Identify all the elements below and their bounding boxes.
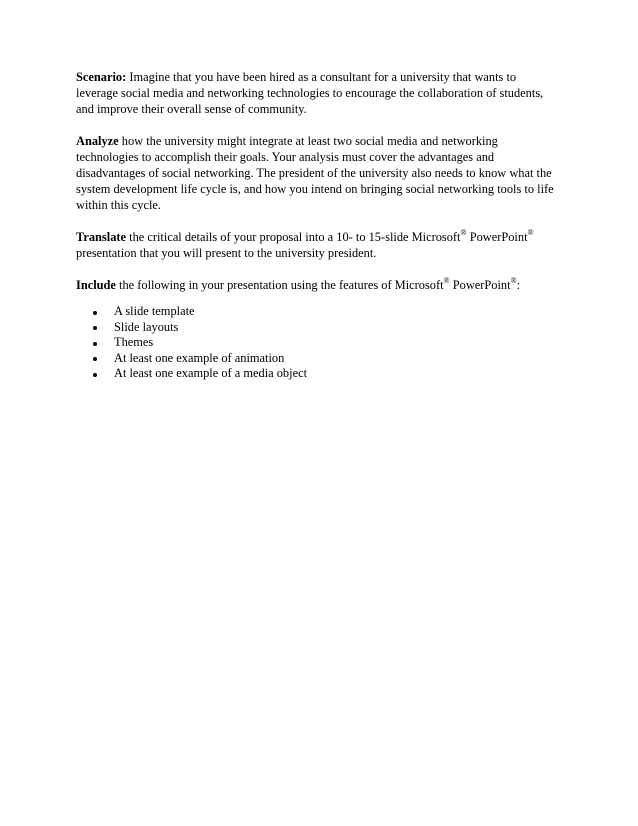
include-product-name: PowerPoint — [452, 278, 511, 292]
list-item-text: At least one example of animation — [114, 350, 285, 365]
registered-mark: ® — [443, 275, 450, 285]
registered-mark: ® — [527, 227, 534, 237]
analyze-text-line: within this cycle. — [76, 198, 161, 212]
list-item — [76, 366, 562, 382]
bullet-icon — [93, 357, 97, 361]
bullet-icon — [93, 342, 97, 346]
list-item-text: Themes — [114, 335, 154, 349]
include-paragraph — [76, 277, 562, 293]
scenario-heading: Scenario: — [76, 70, 127, 84]
document-body — [76, 69, 562, 382]
analyze-paragraph — [76, 133, 562, 213]
analyze-text-line: disadvantages of social networking. The president of the university also needs to know what the — [76, 166, 552, 180]
analyze-heading: Analyze — [76, 134, 119, 148]
registered-mark: ® — [460, 227, 467, 237]
translate-heading: Translate — [76, 230, 127, 244]
list-item — [76, 335, 562, 351]
analyze-text-line: system development life cycle is, and how you intend on bringing social networking tools to life — [76, 182, 554, 196]
scenario-text-line: leverage social media and networking technologies to encourage the collaboration of students, — [76, 86, 544, 100]
registered-mark: ® — [510, 275, 517, 285]
translate-text-line: the critical details of your proposal into a 10- to 15-slide Microsoft — [129, 230, 461, 244]
list-item-text: A slide template — [114, 304, 195, 318]
list-item-text: Slide layouts — [114, 319, 179, 334]
bullet-icon — [93, 326, 97, 330]
list-item — [76, 320, 562, 336]
include-text: the following in your presentation using the features of Microsoft — [119, 278, 444, 292]
scenario-text-line: and improve their overall sense of community. — [76, 102, 307, 116]
translate-product-name: PowerPoint — [469, 230, 528, 244]
include-heading: Include — [76, 278, 116, 292]
scenario-paragraph — [76, 69, 562, 117]
list-item — [76, 351, 562, 367]
scenario-text-line: Imagine that you have been hired as a consultant for a university that wants to — [129, 70, 517, 84]
analyze-text-line: how the university might integrate at least two social media and networking — [121, 134, 498, 148]
translate-text-line: presentation that you will present to the university president. — [76, 246, 377, 260]
include-colon: : — [516, 278, 521, 292]
bullet-icon — [93, 373, 97, 377]
analyze-text-line: technologies to accomplish their goals. Your analysis must cover the advantages and — [76, 150, 495, 164]
list-item — [76, 304, 562, 320]
translate-paragraph — [76, 229, 562, 261]
bullet-icon — [93, 311, 97, 315]
list-item-text: At least one example of a media object — [114, 366, 308, 380]
requirements-list — [76, 304, 562, 382]
